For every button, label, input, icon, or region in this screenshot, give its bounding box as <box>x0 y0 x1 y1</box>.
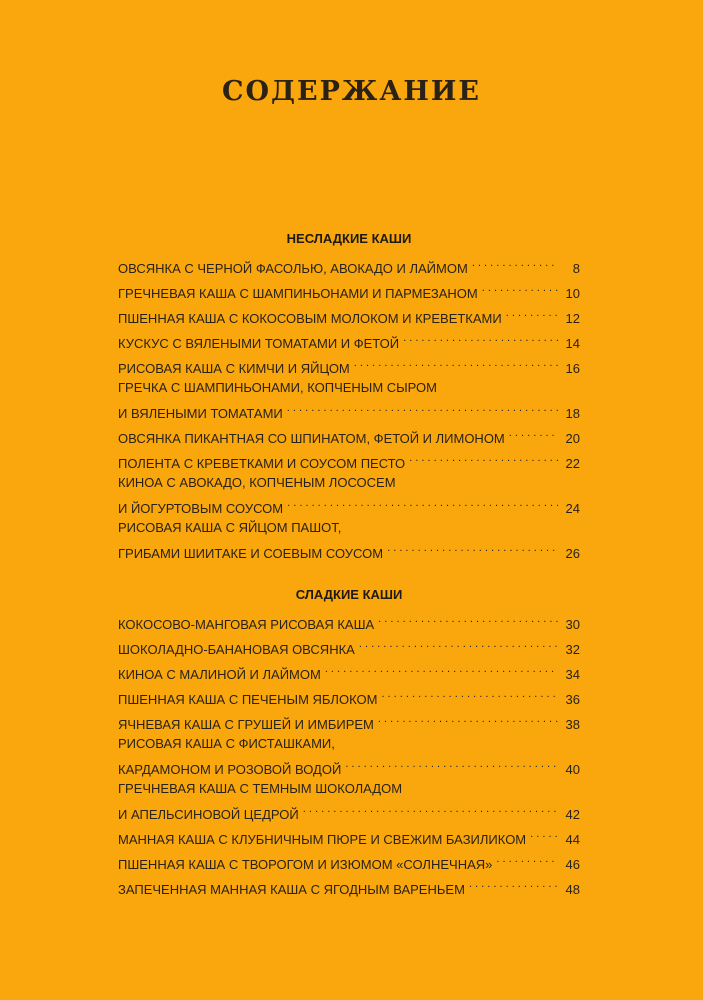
dot-leader <box>387 538 558 558</box>
page-number: 34 <box>565 667 580 682</box>
dot-leader <box>496 849 558 869</box>
page-number: 38 <box>565 717 580 732</box>
toc-entry-row <box>118 493 580 516</box>
page-number: 12 <box>565 311 580 326</box>
toc-entry-title: ЯЧНЕВАЯ КАША С ГРУШЕЙ И ИМБИРЕМ <box>118 717 374 732</box>
toc-entry-title: ШОКОЛАДНО-БАНАНОВАЯ ОВСЯНКА <box>118 642 355 657</box>
dot-leader <box>409 448 558 468</box>
toc-entry-row <box>118 799 580 822</box>
toc-entry-title: ОВСЯНКА ПИКАНТНАЯ СО ШПИНАТОМ, ФЕТОЙ И ЛИМОНОМ <box>118 431 505 446</box>
toc-entry[interactable] <box>118 684 580 707</box>
toc-entry[interactable] <box>118 849 580 872</box>
toc-entry-title: ГРЕЧНЕВАЯ КАША С ШАМПИНЬОНАМИ И ПАРМЕЗАНОМ <box>118 286 478 301</box>
dot-leader <box>325 659 558 679</box>
toc-entry[interactable] <box>118 303 580 326</box>
toc-entry[interactable] <box>118 609 580 632</box>
dot-leader <box>472 253 558 273</box>
dot-leader <box>354 353 558 373</box>
page-number: 36 <box>565 692 580 707</box>
dot-leader <box>378 609 558 629</box>
dot-leader <box>530 824 558 844</box>
dot-leader <box>469 874 558 894</box>
page-number: 26 <box>565 546 580 561</box>
toc-entry-title: РИСОВАЯ КАША С КИМЧИ И ЯЙЦОМ <box>118 361 350 376</box>
toc-entry[interactable] <box>118 253 580 276</box>
section-heading: СЛАДКИЕ КАШИ <box>295 587 403 602</box>
toc-entry-title: ПШЕННАЯ КАША С ПЕЧЕНЫМ ЯБЛОКОМ <box>118 692 378 707</box>
page-number: 10 <box>565 286 580 301</box>
toc-entry-title: ПОЛЕНТА С КРЕВЕТКАМИ И СОУСОМ ПЕСТО <box>118 456 406 471</box>
toc-entry-row <box>118 278 580 301</box>
dot-leader <box>287 493 558 513</box>
toc-entry-title: И ВЯЛЕНЫМИ ТОМАТАМИ <box>118 406 283 421</box>
toc-entry-title: КУСКУС С ВЯЛЕНЫМИ ТОМАТАМИ И ФЕТОЙ <box>118 336 400 351</box>
toc-list <box>118 609 580 897</box>
toc-entry-row <box>118 328 580 351</box>
dot-leader <box>506 303 558 323</box>
toc-entry[interactable] <box>118 378 580 421</box>
toc-entry[interactable] <box>118 518 580 561</box>
toc-entry-title: КОКОСОВО-МАНГОВАЯ РИСОВАЯ КАША <box>118 617 375 632</box>
toc-entry-row <box>118 634 580 657</box>
toc-entry-row <box>118 849 580 872</box>
page-number: 46 <box>565 857 580 872</box>
page-number: 44 <box>565 832 580 847</box>
toc-entry-title: ПШЕННАЯ КАША С ТВОРОГОМ И ИЗЮМОМ «СОЛНЕЧНАЯ» <box>118 857 493 872</box>
toc-entry-row <box>118 538 580 561</box>
toc-entry-row <box>118 709 580 732</box>
toc-entry-row <box>118 253 580 276</box>
toc-entry-title: И АПЕЛЬСИНОВОЙ ЦЕДРОЙ <box>118 807 299 822</box>
toc-entry[interactable] <box>118 709 580 732</box>
toc-entry-title: ЗАПЕЧЕННАЯ МАННАЯ КАША С ЯГОДНЫМ ВАРЕНЬЕМ <box>118 882 465 897</box>
toc-list <box>118 253 580 561</box>
toc-entry-row <box>118 448 580 471</box>
page-number: 40 <box>565 762 580 777</box>
toc-entry-row <box>118 398 580 421</box>
toc-entry-title: КИНОА С МАЛИНОЙ И ЛАЙМОМ <box>118 667 321 682</box>
toc-entry-row <box>118 609 580 632</box>
page-number: 20 <box>565 431 580 446</box>
toc-entry[interactable] <box>118 473 580 516</box>
dot-leader <box>482 278 558 298</box>
page-number: 48 <box>565 882 580 897</box>
toc-entry-title: ПШЕННАЯ КАША С КОКОСОВЫМ МОЛОКОМ И КРЕВЕТКАМИ <box>118 311 502 326</box>
page-number: 42 <box>565 807 580 822</box>
toc-entry[interactable] <box>118 734 580 777</box>
toc-entry-title: И ЙОГУРТОВЫМ СОУСОМ <box>118 501 284 516</box>
toc-entry[interactable] <box>118 874 580 897</box>
dot-leader <box>359 634 558 654</box>
dot-leader <box>509 423 558 443</box>
dot-leader <box>378 709 558 729</box>
toc-entry[interactable] <box>118 824 580 847</box>
page-number: 30 <box>565 617 580 632</box>
page-number: 14 <box>565 336 580 351</box>
dot-leader <box>403 328 558 348</box>
toc-entry-row <box>118 754 580 777</box>
dot-leader <box>287 398 558 418</box>
page-number: 24 <box>565 501 580 516</box>
toc-entry[interactable] <box>118 353 580 376</box>
toc-entry-title-line: РИСОВАЯ КАША С ФИСТАШКАМИ, <box>118 736 335 751</box>
toc-entry-title: ГРИБАМИ ШИИТАКЕ И СОЕВЫМ СОУСОМ <box>118 546 384 561</box>
toc-entry-title: ОВСЯНКА С ЧЕРНОЙ ФАСОЛЬЮ, АВОКАДО И ЛАЙМОМ <box>118 261 468 276</box>
toc-entry-row <box>118 353 580 376</box>
toc-entry-title-line: ГРЕЧКА С ШАМПИНЬОНАМИ, КОПЧЕНЫМ СЫРОМ <box>118 380 437 395</box>
section-savory <box>118 230 580 563</box>
toc-entry[interactable] <box>118 423 580 446</box>
section-sweet <box>118 586 580 899</box>
page-number: 32 <box>565 642 580 657</box>
toc-entry-row <box>118 874 580 897</box>
toc-entry-title-line: КИНОА С АВОКАДО, КОПЧЕНЫМ ЛОСОСЕМ <box>118 475 396 490</box>
toc-entry-row <box>118 423 580 446</box>
toc-entry-title: КАРДАМОНОМ И РОЗОВОЙ ВОДОЙ <box>118 762 342 777</box>
toc-entry-title: МАННАЯ КАША С КЛУБНИЧНЫМ ПЮРЕ И СВЕЖИМ БАЗИЛИКОМ <box>118 832 527 847</box>
toc-entry-row <box>118 303 580 326</box>
toc-entry-row <box>118 824 580 847</box>
toc-entry[interactable] <box>118 659 580 682</box>
dot-leader <box>345 754 558 774</box>
toc-entry[interactable] <box>118 448 580 471</box>
toc-entry-title-line: РИСОВАЯ КАША С ЯЙЦОМ ПАШОТ, <box>118 520 342 535</box>
toc-entry-row <box>118 684 580 707</box>
dot-leader <box>381 684 558 704</box>
toc-entry[interactable] <box>118 328 580 351</box>
section-heading: НЕСЛАДКИЕ КАШИ <box>286 231 412 246</box>
toc-entry[interactable] <box>118 278 580 301</box>
page-number: 8 <box>572 261 580 276</box>
page-title: СОДЕРЖАНИЕ <box>222 76 481 107</box>
page-number: 16 <box>565 361 580 376</box>
page-number: 18 <box>565 406 580 421</box>
dot-leader <box>303 799 558 819</box>
toc-entry[interactable] <box>118 779 580 822</box>
toc-entry-row <box>118 659 580 682</box>
toc-entry[interactable] <box>118 634 580 657</box>
toc-entry-title-line: ГРЕЧНЕВАЯ КАША С ТЕМНЫМ ШОКОЛАДОМ <box>118 781 403 796</box>
page-number: 22 <box>565 456 580 471</box>
